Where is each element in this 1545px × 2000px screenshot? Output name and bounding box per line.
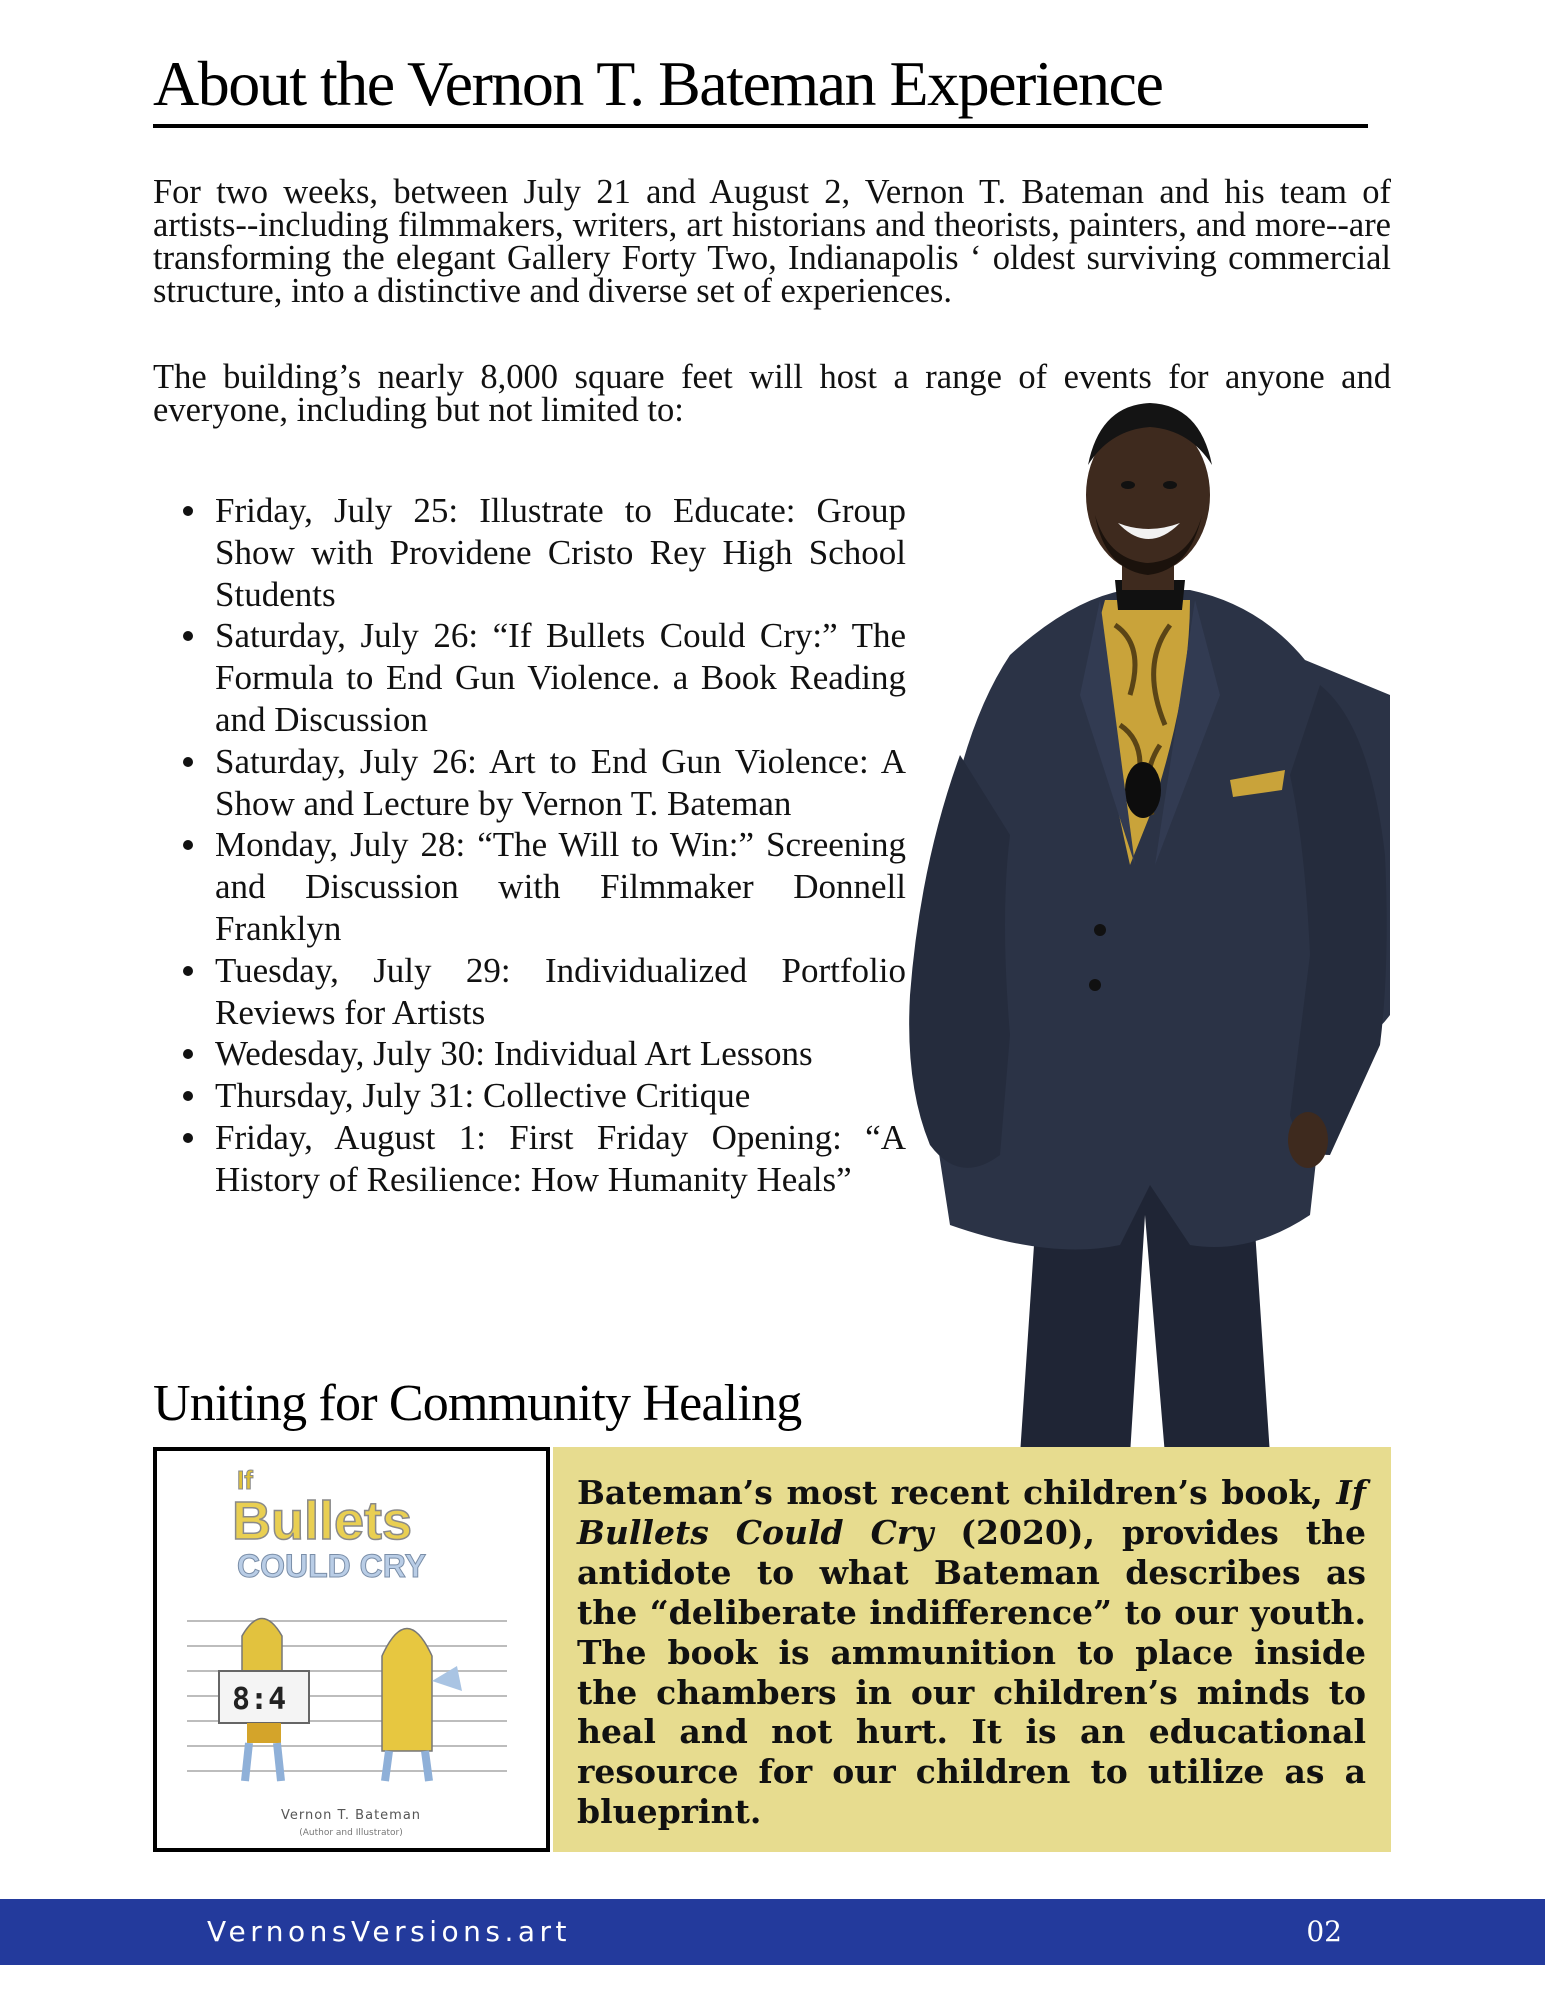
book-cover-image bbox=[153, 1447, 550, 1852]
footer-bar bbox=[0, 1899, 1545, 1965]
book-description-box bbox=[553, 1447, 1391, 1852]
footer-website-link[interactable]: VernonsVersions.art bbox=[207, 1915, 572, 1948]
events-list bbox=[153, 490, 906, 1201]
list-item: Wedesday, July 30: Individual Art Lessons bbox=[215, 1033, 906, 1075]
list-item: Tuesday, July 29: Individualized Portfolio Reviews for Artists bbox=[215, 950, 906, 1032]
book-sign-text: 8:4 bbox=[232, 1682, 287, 1717]
list-item: Saturday, July 26: “If Bullets Could Cry:” The Formula to End Gun Violence. a Book Reading and Discussion bbox=[215, 616, 906, 739]
title-underline bbox=[153, 124, 1368, 128]
book-title-bullets: Bullets bbox=[232, 1491, 413, 1551]
list-item: Monday, July 28: “The Will to Win:” Screening and Discussion with Filmmaker Donnell Franklyn bbox=[215, 825, 906, 948]
book-description bbox=[577, 1473, 1366, 1832]
section-subtitle: Uniting for Community Healing bbox=[153, 1375, 802, 1432]
list-item: Friday, July 25: Illustrate to Educate: Group Show with Providene Cristo Rey High School Students bbox=[215, 491, 906, 614]
page-title: About the Vernon T. Bateman Experience bbox=[153, 48, 1163, 119]
book-author: Vernon T. Bateman bbox=[280, 1808, 422, 1823]
list-item: Friday, August 1: First Friday Opening: “A History of Resilience: How Humanity Heals” bbox=[215, 1117, 906, 1199]
description-book-title: If Bullets Could Cry bbox=[577, 1473, 1366, 1552]
intro-paragraph-2: The building’s nearly 8,000 square feet will host a range of events for anyone and everyone, including but not limited to: bbox=[153, 358, 1391, 429]
book-title-if: If bbox=[237, 1465, 253, 1495]
book-author-role: (Author and Illustrator) bbox=[299, 1828, 403, 1838]
description-text-part-1: Bateman’s most recent children’s book, bbox=[577, 1473, 1337, 1512]
page-number: 02 bbox=[1306, 1915, 1342, 1948]
book-title-could-cry: COULD CRY bbox=[237, 1548, 427, 1584]
description-text-part-2: (2020), provides the antidote to what Bateman describes as the “deliberate indifference” to our youth. The book is ammunition to place inside the chambers in our children’s minds to heal and not hurt. It is an educational resource for our children to utilize as a blueprint. bbox=[577, 1512, 1366, 1832]
list-item: Thursday, July 31: Collective Critique bbox=[215, 1075, 906, 1117]
list-item: Saturday, July 26: Art to End Gun Violence: A Show and Lecture by Vernon T. Bateman bbox=[215, 741, 906, 823]
intro-paragraph-1: For two weeks, between July 21 and August 2, Vernon T. Bateman and his team of artists--including filmmakers, writers, art historians and theorists, painters, and more--are transforming the elegant Gallery Forty Two, Indianapolis ‘ oldest surviving commercial structure, into a distinctive and diverse set of experiences. bbox=[153, 173, 1391, 310]
vernon-bateman-photo bbox=[890, 395, 1390, 1455]
